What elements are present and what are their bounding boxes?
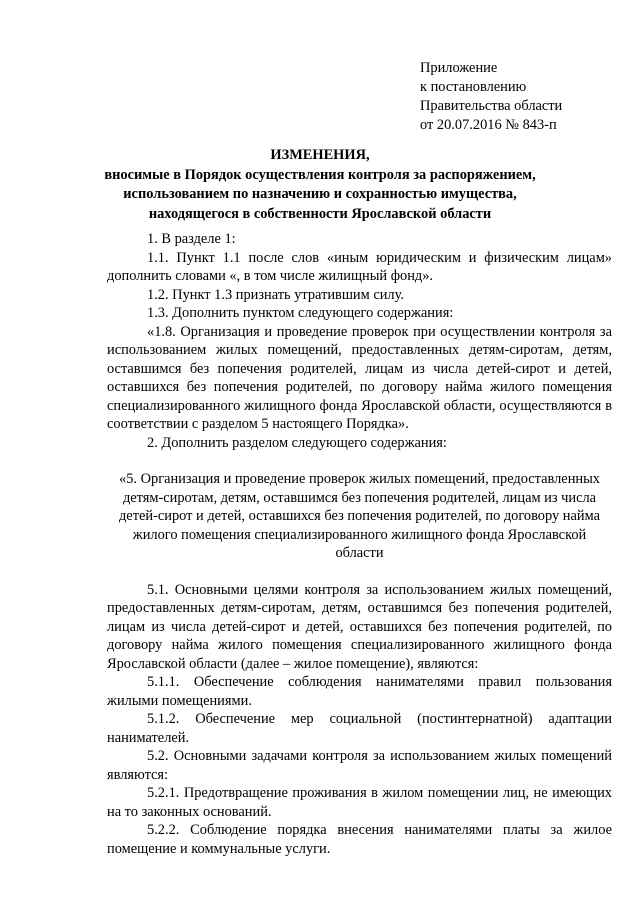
paragraph: 5.2.1. Предотвращение проживания в жилом помещении лиц, не имеющих на то законных оснований. xyxy=(107,785,612,820)
paragraph: 5.2.2. Соблюдение порядка внесения нанимателями платы за жилое помещение и коммунальные услуги. xyxy=(107,822,612,857)
title-line: вносимые в Порядок осуществления контроля за распоряжением, xyxy=(104,166,536,183)
paragraph: 1.2. Пункт 1.3 признать утратившим силу. xyxy=(147,286,404,303)
paragraph: 5.1. Основными целями контроля за использованием жилых помещений, предоставленных детям-сиротам, детям, оставшимся без попечения родителей, лицам из числа детей-сирот и детей, оставшихся без попечения родителей, по договору найма жилого помещения специализированного жилищного фонда Ярославской области (далее – жилое помещение), являются: xyxy=(107,581,612,672)
appendix-line: Приложение xyxy=(420,60,498,76)
paragraph: 1. В разделе 1: xyxy=(147,231,236,247)
paragraph: 2. Дополнить разделом следующего содержания: xyxy=(147,434,447,451)
paragraph: 1.3. Дополнить пунктом следующего содержания: xyxy=(147,305,454,321)
title-heading: ИЗМЕНЕНИЯ, xyxy=(270,147,370,163)
appendix-block xyxy=(420,59,562,135)
appendix-line: Правительства области xyxy=(420,98,563,114)
paragraph: 5.1.1. Обеспечение соблюдения нанимателями правил пользования жилыми помещениями. xyxy=(107,674,612,709)
title-line: находящегося в собственности Ярославской области xyxy=(148,205,492,222)
title-line: использованием по назначению и сохранностью имущества, xyxy=(123,186,517,202)
appendix-line: к постановлению xyxy=(420,79,527,95)
paragraph: 5.1.2. Обеспечение мер социальной (постинтернатной) адаптации нанимателей. xyxy=(107,711,612,746)
appendix-date-number: от 20.07.2016 № 843-п xyxy=(420,117,557,133)
document-title xyxy=(0,146,640,224)
paragraph: 5.2. Основными задачами контроля за использованием жилых помещений являются: xyxy=(107,748,612,783)
section-title: «5. Организация и проведение проверок жилых помещений, предоставленных детям-сиротам, детям, оставшимся без попечения родителей, лицам из числа детей-сирот и детей, оставшихся без попечения родителей, по договору найма жилого помещения специализированного жилищного фонда Ярославской области xyxy=(118,471,600,561)
paragraph: «1.8. Организация и проведение проверок при осуществлении контроля за использованием жилых помещений, предоставленных детям-сиротам, детям, оставшимся без попечения родителей, лицам из числа детей-сирот и детей, оставшихся без попечения родителей, по договору найма жилого помещения специализированного жилищного фонда Ярославской области, осуществляются в соответствии с разделом 5 настоящего Порядка». xyxy=(107,323,612,432)
paragraph: 1.1. Пункт 1.1 после слов «иным юридическим и физическим лицам» дополнить словами «, в том числе жилищный фонд». xyxy=(107,249,612,284)
document-body xyxy=(107,230,612,858)
